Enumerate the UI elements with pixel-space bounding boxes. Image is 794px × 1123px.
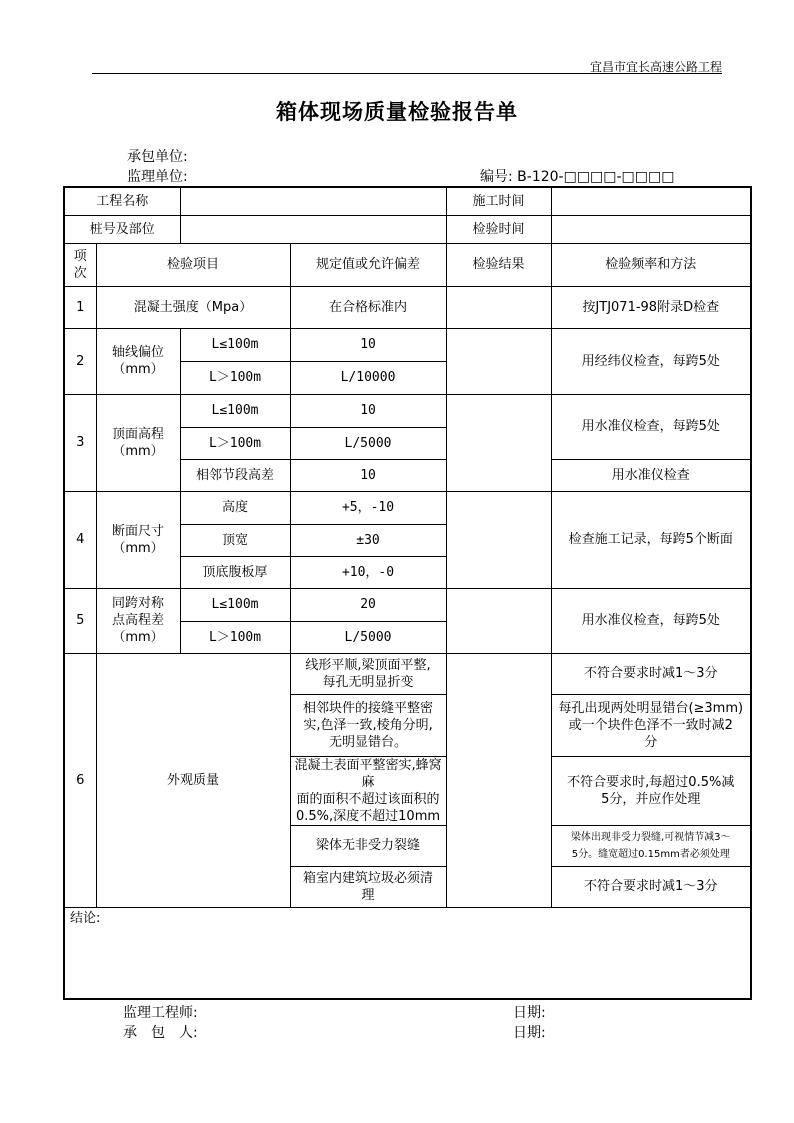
row-condition: 顶底腹板厚 <box>180 556 290 588</box>
page-title: 箱体现场质量检验报告单 <box>276 99 518 124</box>
row-result[interactable] <box>446 286 551 328</box>
conclusion-label[interactable]: 结论: <box>64 907 751 999</box>
row-spec: 在合格标准内 <box>290 286 446 328</box>
table-row <box>64 491 751 524</box>
station-value[interactable] <box>180 215 446 243</box>
row-no: 1 <box>64 286 96 328</box>
row-method: 用水准仪检查 <box>551 459 751 491</box>
row-result[interactable] <box>446 328 551 394</box>
row-spec: 10 <box>290 394 446 427</box>
row-condition: L≤100m <box>180 394 290 427</box>
construction-time-value[interactable] <box>551 187 751 215</box>
row-item: 外观质量 <box>96 653 290 907</box>
row-method: 每孔出现两处明显错台(≥3mm) 或一个块件色泽不一致时减2 分 <box>551 694 751 756</box>
construction-time-label: 施工时间 <box>446 187 551 215</box>
header-rule <box>92 73 722 74</box>
inspection-form-table <box>63 186 752 1000</box>
row-condition: L≤100m <box>180 588 290 621</box>
row-spec: 10 <box>290 459 446 491</box>
inspection-time-label: 检验时间 <box>446 215 551 243</box>
col-item: 检验项目 <box>96 243 290 286</box>
column-header-row <box>64 243 751 286</box>
date-label-1: 日期: <box>513 1005 546 1021</box>
row-requirement: 相邻块件的接缝平整密 实,色泽一致,棱角分明, 无明显错台。 <box>290 694 446 756</box>
project-header: 宜昌市宜长高速公路工程 <box>589 60 722 74</box>
info-row-1 <box>64 187 751 215</box>
row-method: 按JTJ071-98附录D检查 <box>551 286 751 328</box>
row-condition: L＞100m <box>180 361 290 394</box>
supervisor-label: 监理单位: <box>127 169 188 185</box>
row-no: 5 <box>64 588 96 653</box>
row-method: 梁体出现非受力裂缝,可视情节减3～ 5分。缝宽超过0.15mm者必须处理 <box>551 825 751 866</box>
col-result: 检验结果 <box>446 243 551 286</box>
table-row <box>64 588 751 621</box>
row-method: 检查施工记录，每跨5个断面 <box>551 491 751 588</box>
col-item-no: 项 次 <box>64 243 96 286</box>
row-spec: +5，-10 <box>290 491 446 524</box>
row-requirement: 线形平顺,梁顶面平整, 每孔无明显折变 <box>290 653 446 694</box>
row-condition: 高度 <box>180 491 290 524</box>
col-spec: 规定值或允许偏差 <box>290 243 446 286</box>
row-spec: 10 <box>290 328 446 361</box>
row-condition: 顶宽 <box>180 524 290 556</box>
row-result[interactable] <box>446 394 551 491</box>
row-condition: L＞100m <box>180 621 290 653</box>
table-row <box>64 286 751 328</box>
table-row <box>64 328 751 361</box>
info-row-2 <box>64 215 751 243</box>
row-result[interactable] <box>446 653 551 907</box>
row-requirement: 梁体无非受力裂缝 <box>290 825 446 866</box>
row-spec: L/10000 <box>290 361 446 394</box>
row-method: 用水准仪检查，每跨5处 <box>551 394 751 459</box>
row-item: 顶面高程 （mm） <box>96 394 180 491</box>
row-item: 轴线偏位 （mm） <box>96 328 180 394</box>
inspection-time-value[interactable] <box>551 215 751 243</box>
table-row <box>64 653 751 694</box>
table-row <box>64 394 751 427</box>
station-label: 桩号及部位 <box>64 215 180 243</box>
conclusion-row <box>64 907 751 999</box>
row-method: 不符合要求时减1～3分 <box>551 653 751 694</box>
row-requirement: 箱室内建筑垃圾必须清 理 <box>290 866 446 907</box>
row-spec: +10，-0 <box>290 556 446 588</box>
row-no: 2 <box>64 328 96 394</box>
form-number: 编号: B-120-□□□□-□□□□ <box>480 169 675 185</box>
engineer-label: 监理工程师: <box>123 1005 198 1021</box>
row-method: 不符合要求时减1～3分 <box>551 866 751 907</box>
row-result[interactable] <box>446 588 551 653</box>
row-method: 用水准仪检查，每跨5处 <box>551 588 751 653</box>
row-item: 同跨对称 点高程差 （mm） <box>96 588 180 653</box>
date-label-2: 日期: <box>513 1025 546 1041</box>
row-method: 用经纬仪检查，每跨5处 <box>551 328 751 394</box>
col-method: 检验频率和方法 <box>551 243 751 286</box>
contractor-label: 承包单位: <box>127 149 188 165</box>
row-item: 断面尺寸 （mm） <box>96 491 180 588</box>
row-no: 6 <box>64 653 96 907</box>
row-item: 混凝土强度（Mpa） <box>96 286 290 328</box>
row-spec: ±30 <box>290 524 446 556</box>
row-no: 4 <box>64 491 96 588</box>
row-condition: 相邻节段高差 <box>180 459 290 491</box>
row-result[interactable] <box>446 491 551 588</box>
contractor-sign-label: 承 包 人: <box>123 1025 198 1041</box>
row-spec: L/5000 <box>290 621 446 653</box>
row-spec: L/5000 <box>290 427 446 459</box>
project-name-value[interactable] <box>180 187 446 215</box>
row-condition: L＞100m <box>180 427 290 459</box>
row-condition: L≤100m <box>180 328 290 361</box>
row-requirement: 混凝土表面平整密实,蜂窝麻 面的面积不超过该面积的 0.5%,深度不超过10mm <box>290 756 446 825</box>
row-method: 不符合要求时,每超过0.5%减 5分，并应作处理 <box>551 756 751 825</box>
row-spec: 20 <box>290 588 446 621</box>
row-no: 3 <box>64 394 96 491</box>
project-name-label: 工程名称 <box>64 187 180 215</box>
